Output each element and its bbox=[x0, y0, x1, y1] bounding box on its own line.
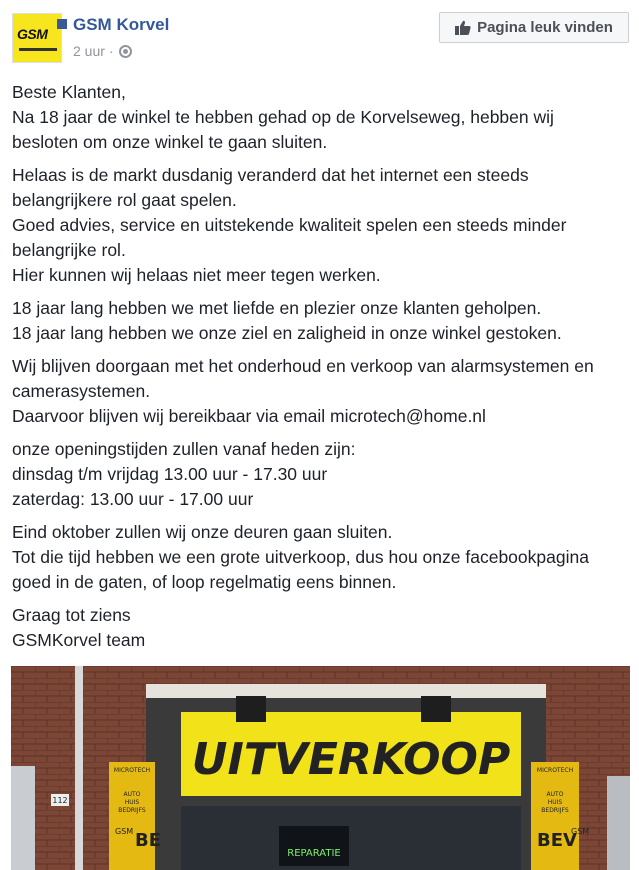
post-message bbox=[12, 80, 627, 661]
paragraph-continue bbox=[12, 354, 627, 429]
post-timestamp[interactable]: 2 uur bbox=[73, 43, 105, 59]
left-sign-line: AUTO bbox=[123, 791, 141, 798]
post-photo[interactable] bbox=[11, 666, 630, 870]
text-line: Daarvoor blijven wij bereikbaar via email microtech@home.nl bbox=[12, 406, 486, 426]
text-line: Wij blijven doorgaan met het onderhoud en verkoop van alarmsystemen en bbox=[12, 356, 594, 376]
text-line: Graag tot ziens bbox=[12, 605, 131, 625]
text-line: Tot die tijd hebben we een grote uitverkoop, dus hou onze facebookpagina bbox=[12, 547, 589, 567]
paragraph-history bbox=[12, 296, 627, 346]
left-sign-big: BE bbox=[135, 830, 162, 851]
text-line: Beste Klanten, bbox=[12, 82, 126, 102]
text-line: Eind oktober zullen wij onze deuren gaan sluiten. bbox=[12, 522, 393, 542]
paragraph-hours bbox=[12, 437, 627, 512]
right-sign-line: HUIS bbox=[547, 799, 563, 806]
text-line: besloten om onze winkel te gaan sluiten. bbox=[12, 132, 328, 152]
text-line: onze openingstijden zullen vanaf heden zijn: bbox=[12, 439, 356, 459]
globe-icon[interactable] bbox=[119, 45, 132, 58]
avatar-logo-text: GSM bbox=[17, 26, 48, 42]
text-line: Goed advies, service en uitstekende kwaliteit spelen een steeds minder bbox=[12, 215, 567, 235]
page-avatar[interactable] bbox=[12, 13, 62, 63]
neon-text: REPARATIE bbox=[287, 848, 341, 859]
post-header bbox=[12, 13, 627, 65]
left-sign-brand: MICROTECH bbox=[113, 767, 151, 774]
text-line: belangrijkere rol gaat spelen. bbox=[12, 190, 237, 210]
paragraph-greeting bbox=[12, 80, 627, 155]
right-sign-line: BEDRIJFS bbox=[541, 807, 569, 814]
like-page-label: Pagina leuk vinden bbox=[477, 19, 613, 36]
like-page-button[interactable] bbox=[439, 12, 629, 43]
right-sign-brand: MICROTECH bbox=[536, 767, 574, 774]
text-line: GSMKorvel team bbox=[12, 630, 146, 650]
text-line: 18 jaar lang hebben we met liefde en plezier onze klanten geholpen. bbox=[12, 298, 542, 318]
left-sign-line: BEDRIJFS bbox=[118, 807, 146, 814]
text-line: zaterdag: 13.00 uur - 17.00 uur bbox=[12, 489, 254, 509]
text-line: dinsdag t/m vrijdag 13.00 uur - 17.30 uur bbox=[12, 464, 328, 484]
text-line: Hier kunnen wij helaas niet meer tegen werken. bbox=[12, 265, 381, 285]
text-line: 18 jaar lang hebben we onze ziel en zaligheid in onze winkel gestoken. bbox=[12, 323, 562, 343]
left-sign-vertical: GSM bbox=[115, 827, 134, 836]
text-line: camerasystemen. bbox=[12, 381, 151, 401]
text-line: Na 18 jaar de winkel te hebben gehad op de Korvelseweg, hebben wij bbox=[12, 107, 554, 127]
paragraph-signoff bbox=[12, 603, 627, 653]
storefront-image bbox=[11, 666, 630, 870]
text-line: Helaas is de markt dusdanig veranderd dat het internet een steeds bbox=[12, 165, 529, 185]
right-sign-line: AUTO bbox=[546, 791, 564, 798]
house-number: 112 bbox=[52, 796, 68, 805]
paragraph-market bbox=[12, 163, 627, 288]
right-sign-vertical: GSM bbox=[571, 827, 590, 836]
post-meta bbox=[73, 43, 132, 59]
banner-text: UITVERKOOP bbox=[191, 734, 511, 785]
page-name-link[interactable]: GSM Korvel bbox=[73, 15, 170, 34]
meta-separator: · bbox=[108, 43, 114, 59]
facebook-badge-icon bbox=[57, 19, 67, 29]
avatar-logo-underline bbox=[19, 48, 57, 51]
right-sign-big: BEV bbox=[537, 830, 577, 851]
left-sign-line: HUIS bbox=[124, 799, 140, 806]
text-line: goed in de gaten, of loop regelmatig eens binnen. bbox=[12, 572, 397, 592]
text-line: belangrijke rol. bbox=[12, 240, 126, 260]
thumbs-up-icon bbox=[455, 20, 471, 35]
paragraph-closing bbox=[12, 520, 627, 595]
